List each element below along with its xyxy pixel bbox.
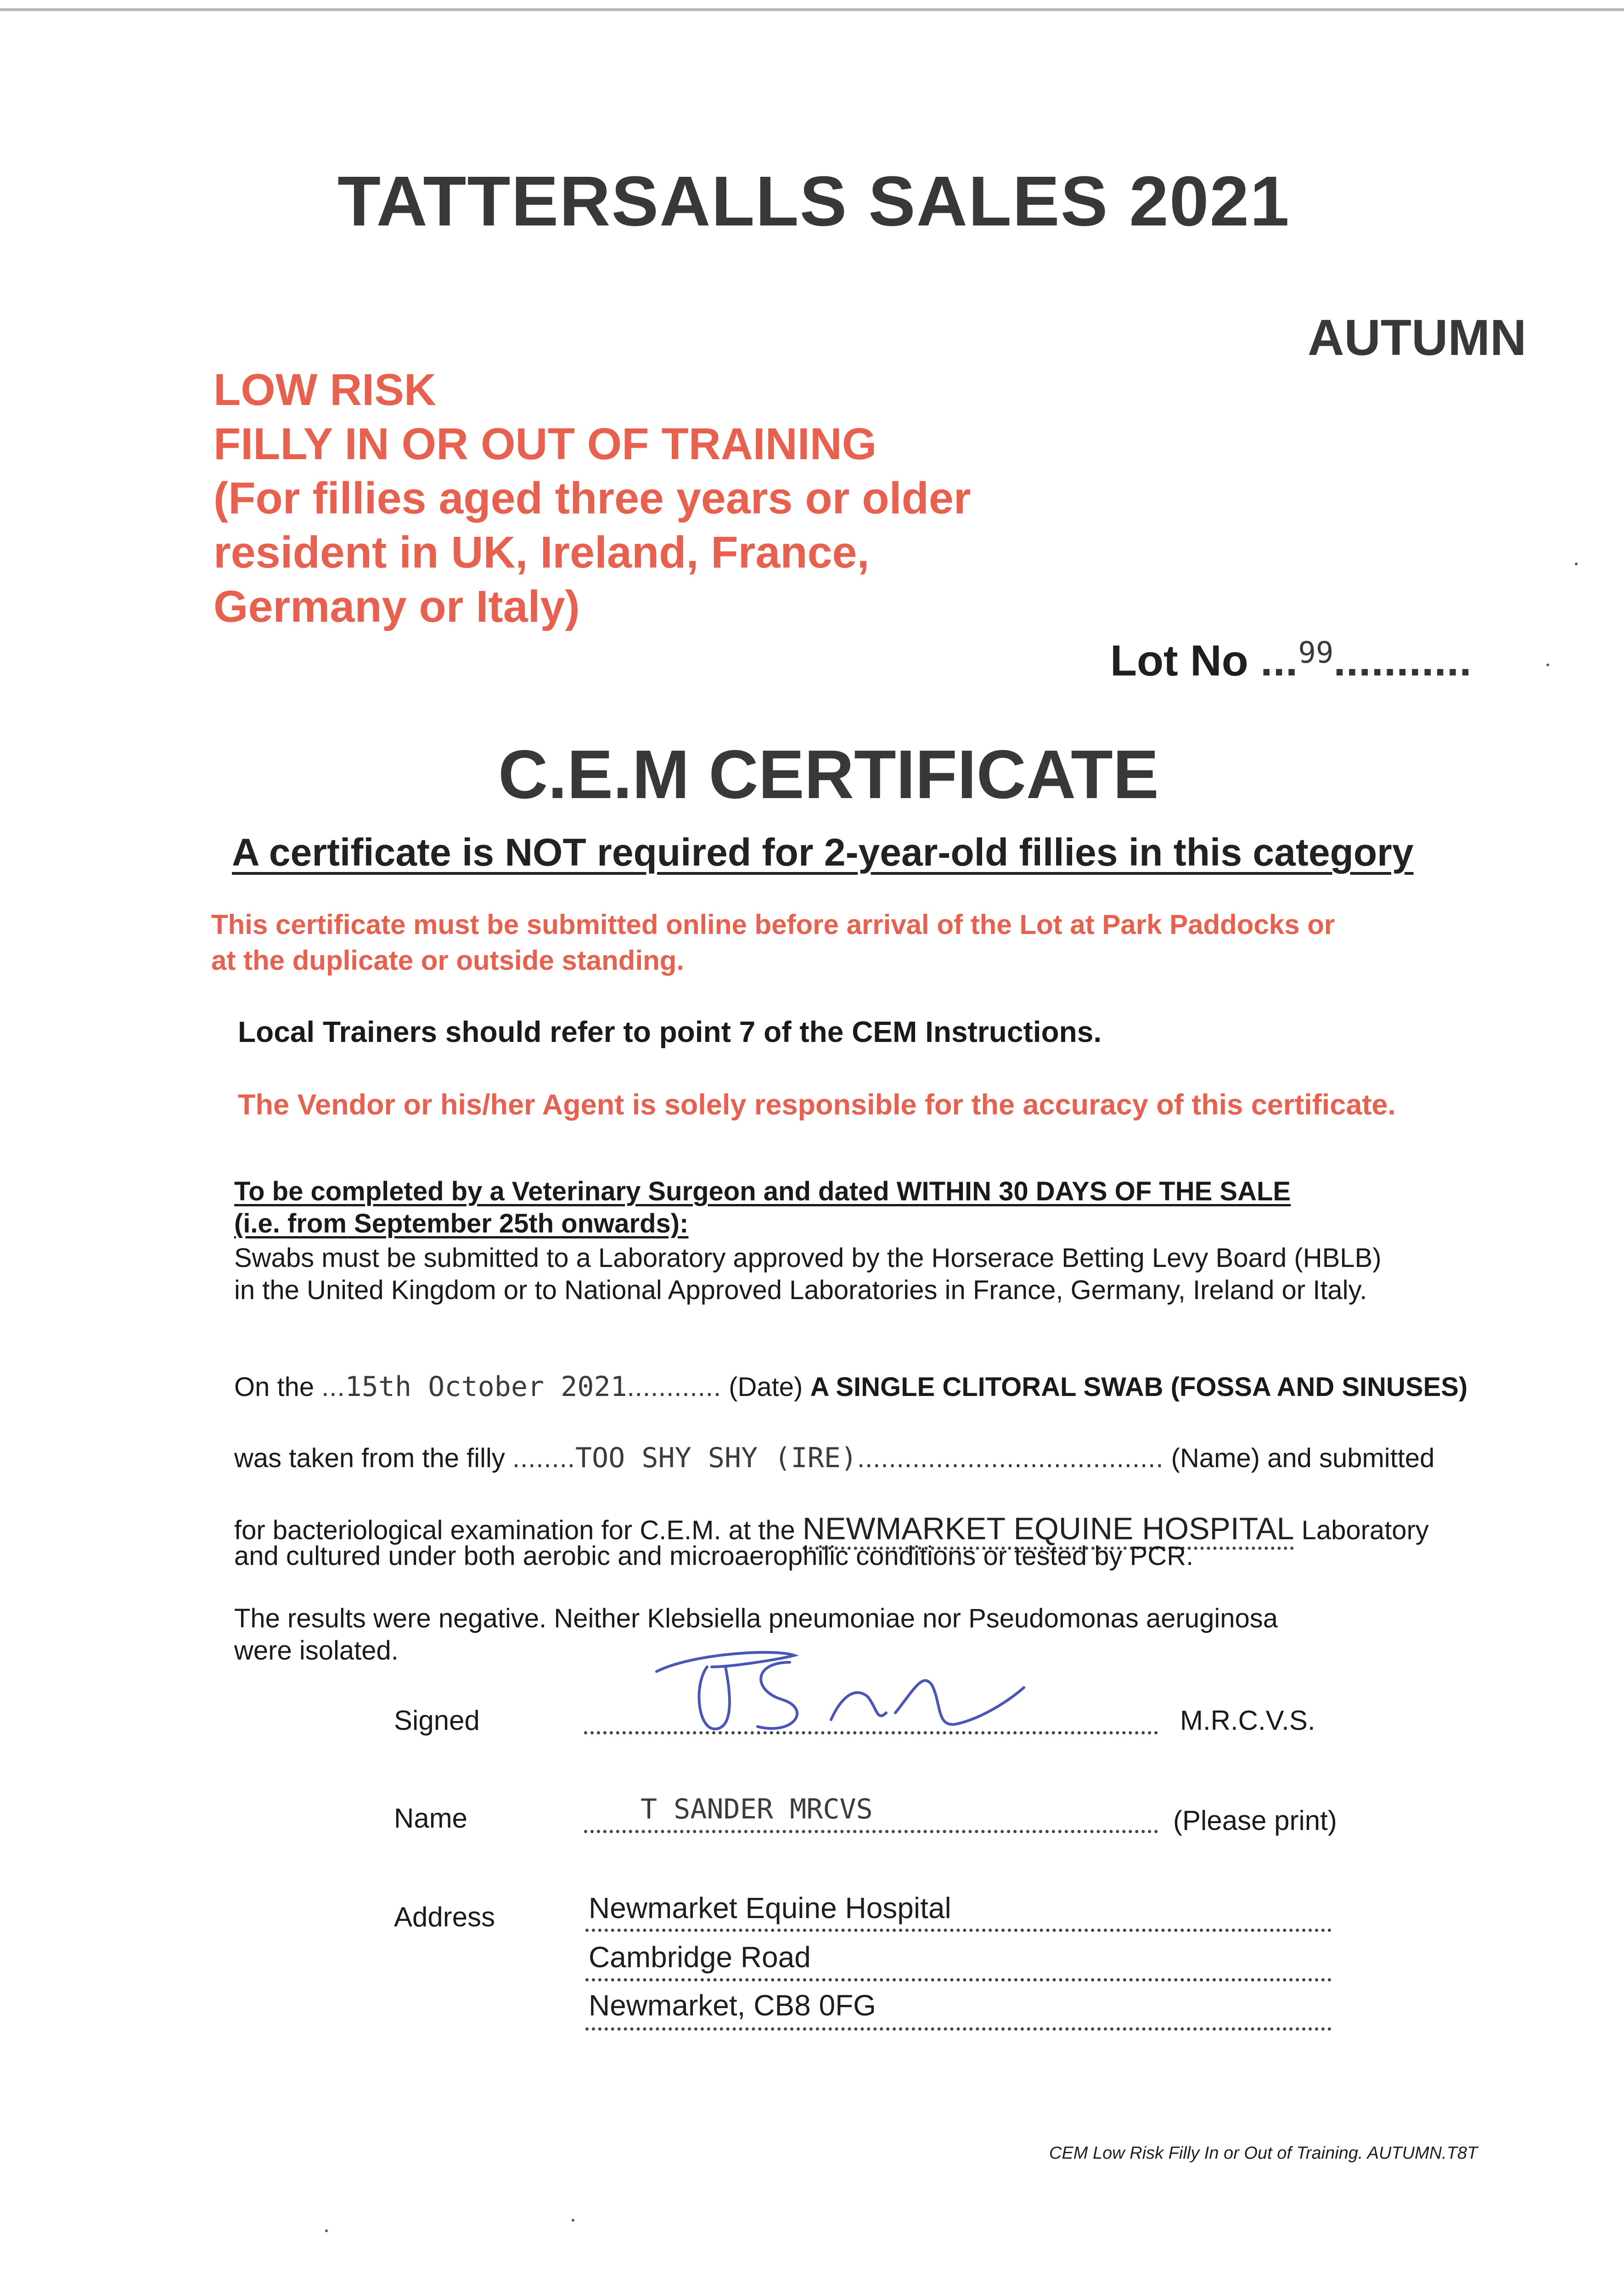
address-line-1[interactable]: Newmarket Equine Hospital — [589, 1891, 951, 1925]
trainers-note: Local Trainers should refer to point 7 of the CEM Instructions. — [238, 1015, 1102, 1048]
top-scan-edge — [0, 8, 1624, 11]
category-line: Germany or Italy) — [214, 581, 580, 631]
filly-row: was taken from the filly ........TOO SHY SHY (IRE)....................................... (Name) and submitted — [234, 1442, 1435, 1474]
category-line: resident in UK, Ireland, France, — [214, 527, 870, 577]
scan-speck — [1546, 664, 1549, 666]
signature-image — [638, 1635, 1051, 1754]
date-row: On the ...15th October 2021............ (Date) A SINGLE CLITORAL SWAB (FOSSA AND SINUSES) — [234, 1371, 1468, 1403]
date-field[interactable]: 15th October 2021 — [345, 1371, 627, 1403]
address-line-2[interactable]: Cambridge Road — [589, 1941, 811, 1974]
exam-label: for bacteriological examination for C.E.M. at the — [234, 1515, 795, 1545]
scan-speck — [572, 2219, 574, 2222]
not-required-notice: A certificate is NOT required for 2-year-old fillies in this category — [232, 831, 1414, 874]
cultured-text: and cultured under both aerobic and microaerophilic conditions or tested by PCR. — [234, 1541, 1194, 1571]
name-line[interactable] — [584, 1830, 1158, 1833]
form-reference: CEM Low Risk Filly In or Out of Training. AUTUMN.T8T — [1049, 2144, 1478, 2163]
filly-name-field[interactable]: TOO SHY SHY (IRE) — [575, 1442, 858, 1474]
scan-speck — [325, 2229, 328, 2232]
address-dotted-line — [585, 1929, 1332, 1932]
name-field[interactable]: T SANDER MRCVS — [641, 1793, 873, 1825]
results-line: were isolated. — [234, 1636, 399, 1666]
submission-notice — [211, 907, 1566, 979]
category-line: (For fillies aged three years or older — [214, 473, 971, 523]
swab-description: A SINGLE CLITORAL SWAB (FOSSA AND SINUSES) — [810, 1372, 1468, 1402]
laboratory-label: Laboratory — [1301, 1515, 1429, 1545]
laboratory-field[interactable]: NEWMARKET EQUINE HOSPITAL — [802, 1511, 1294, 1546]
category-block — [214, 363, 1270, 634]
date-label: (Date) — [729, 1372, 803, 1402]
address-line-3[interactable]: Newmarket, CB8 0FG — [589, 1989, 876, 2022]
submission-line: at the duplicate or outside standing. — [211, 945, 685, 976]
sale-season: AUTUMN — [1308, 310, 1527, 366]
lot-number: Lot No ...$^{99}$........... — [1110, 636, 1472, 685]
lot-label: Lot No — [1110, 636, 1248, 685]
mrcvs-label: M.R.C.V.S. — [1180, 1705, 1315, 1736]
category-line: LOW RISK — [214, 365, 436, 415]
please-print-label: (Please print) — [1173, 1805, 1337, 1836]
address-dotted-line — [585, 1978, 1332, 1981]
vet-instruction-line: Swabs must be submitted to a Laboratory approved by the Horserace Betting Levy Board (HBLB) — [234, 1243, 1382, 1273]
vet-heading — [234, 1176, 1291, 1240]
page-title: TATTERSALLS SALES 2021 — [337, 162, 1290, 241]
signed-label: Signed — [394, 1705, 480, 1736]
results-line: The results were negative. Neither Klebsiella pneumoniae nor Pseudomonas aeruginosa — [234, 1604, 1278, 1633]
address-dotted-line — [585, 2027, 1332, 2031]
name-submitted-label: (Name) and submitted — [1171, 1443, 1435, 1473]
on-the-label: On the — [234, 1372, 315, 1402]
address-label: Address — [394, 1902, 495, 1932]
taken-from-label: was taken from the filly — [234, 1443, 505, 1473]
vendor-note: The Vendor or his/her Agent is solely responsible for the accuracy of this certificate. — [238, 1089, 1396, 1121]
vet-heading-line: To be completed by a Veterinary Surgeon and dated WITHIN 30 DAYS OF THE SALE — [234, 1176, 1291, 1206]
certificate-title: C.E.M CERTIFICATE — [498, 736, 1159, 813]
category-line: FILLY IN OR OUT OF TRAINING — [214, 419, 877, 469]
vet-heading-line: (i.e. from September 25th onwards): — [234, 1209, 689, 1238]
lot-value: 99 — [1298, 636, 1334, 670]
name-label: Name — [394, 1803, 468, 1834]
vet-instructions — [234, 1242, 1382, 1306]
submission-line: This certificate must be submitted online before arrival of the Lot at Park Paddocks or — [211, 909, 1335, 940]
vet-instruction-line: in the United Kingdom or to National Approved Laboratories in France, Germany, Ireland or Italy. — [234, 1275, 1367, 1305]
scan-speck — [1575, 563, 1578, 565]
